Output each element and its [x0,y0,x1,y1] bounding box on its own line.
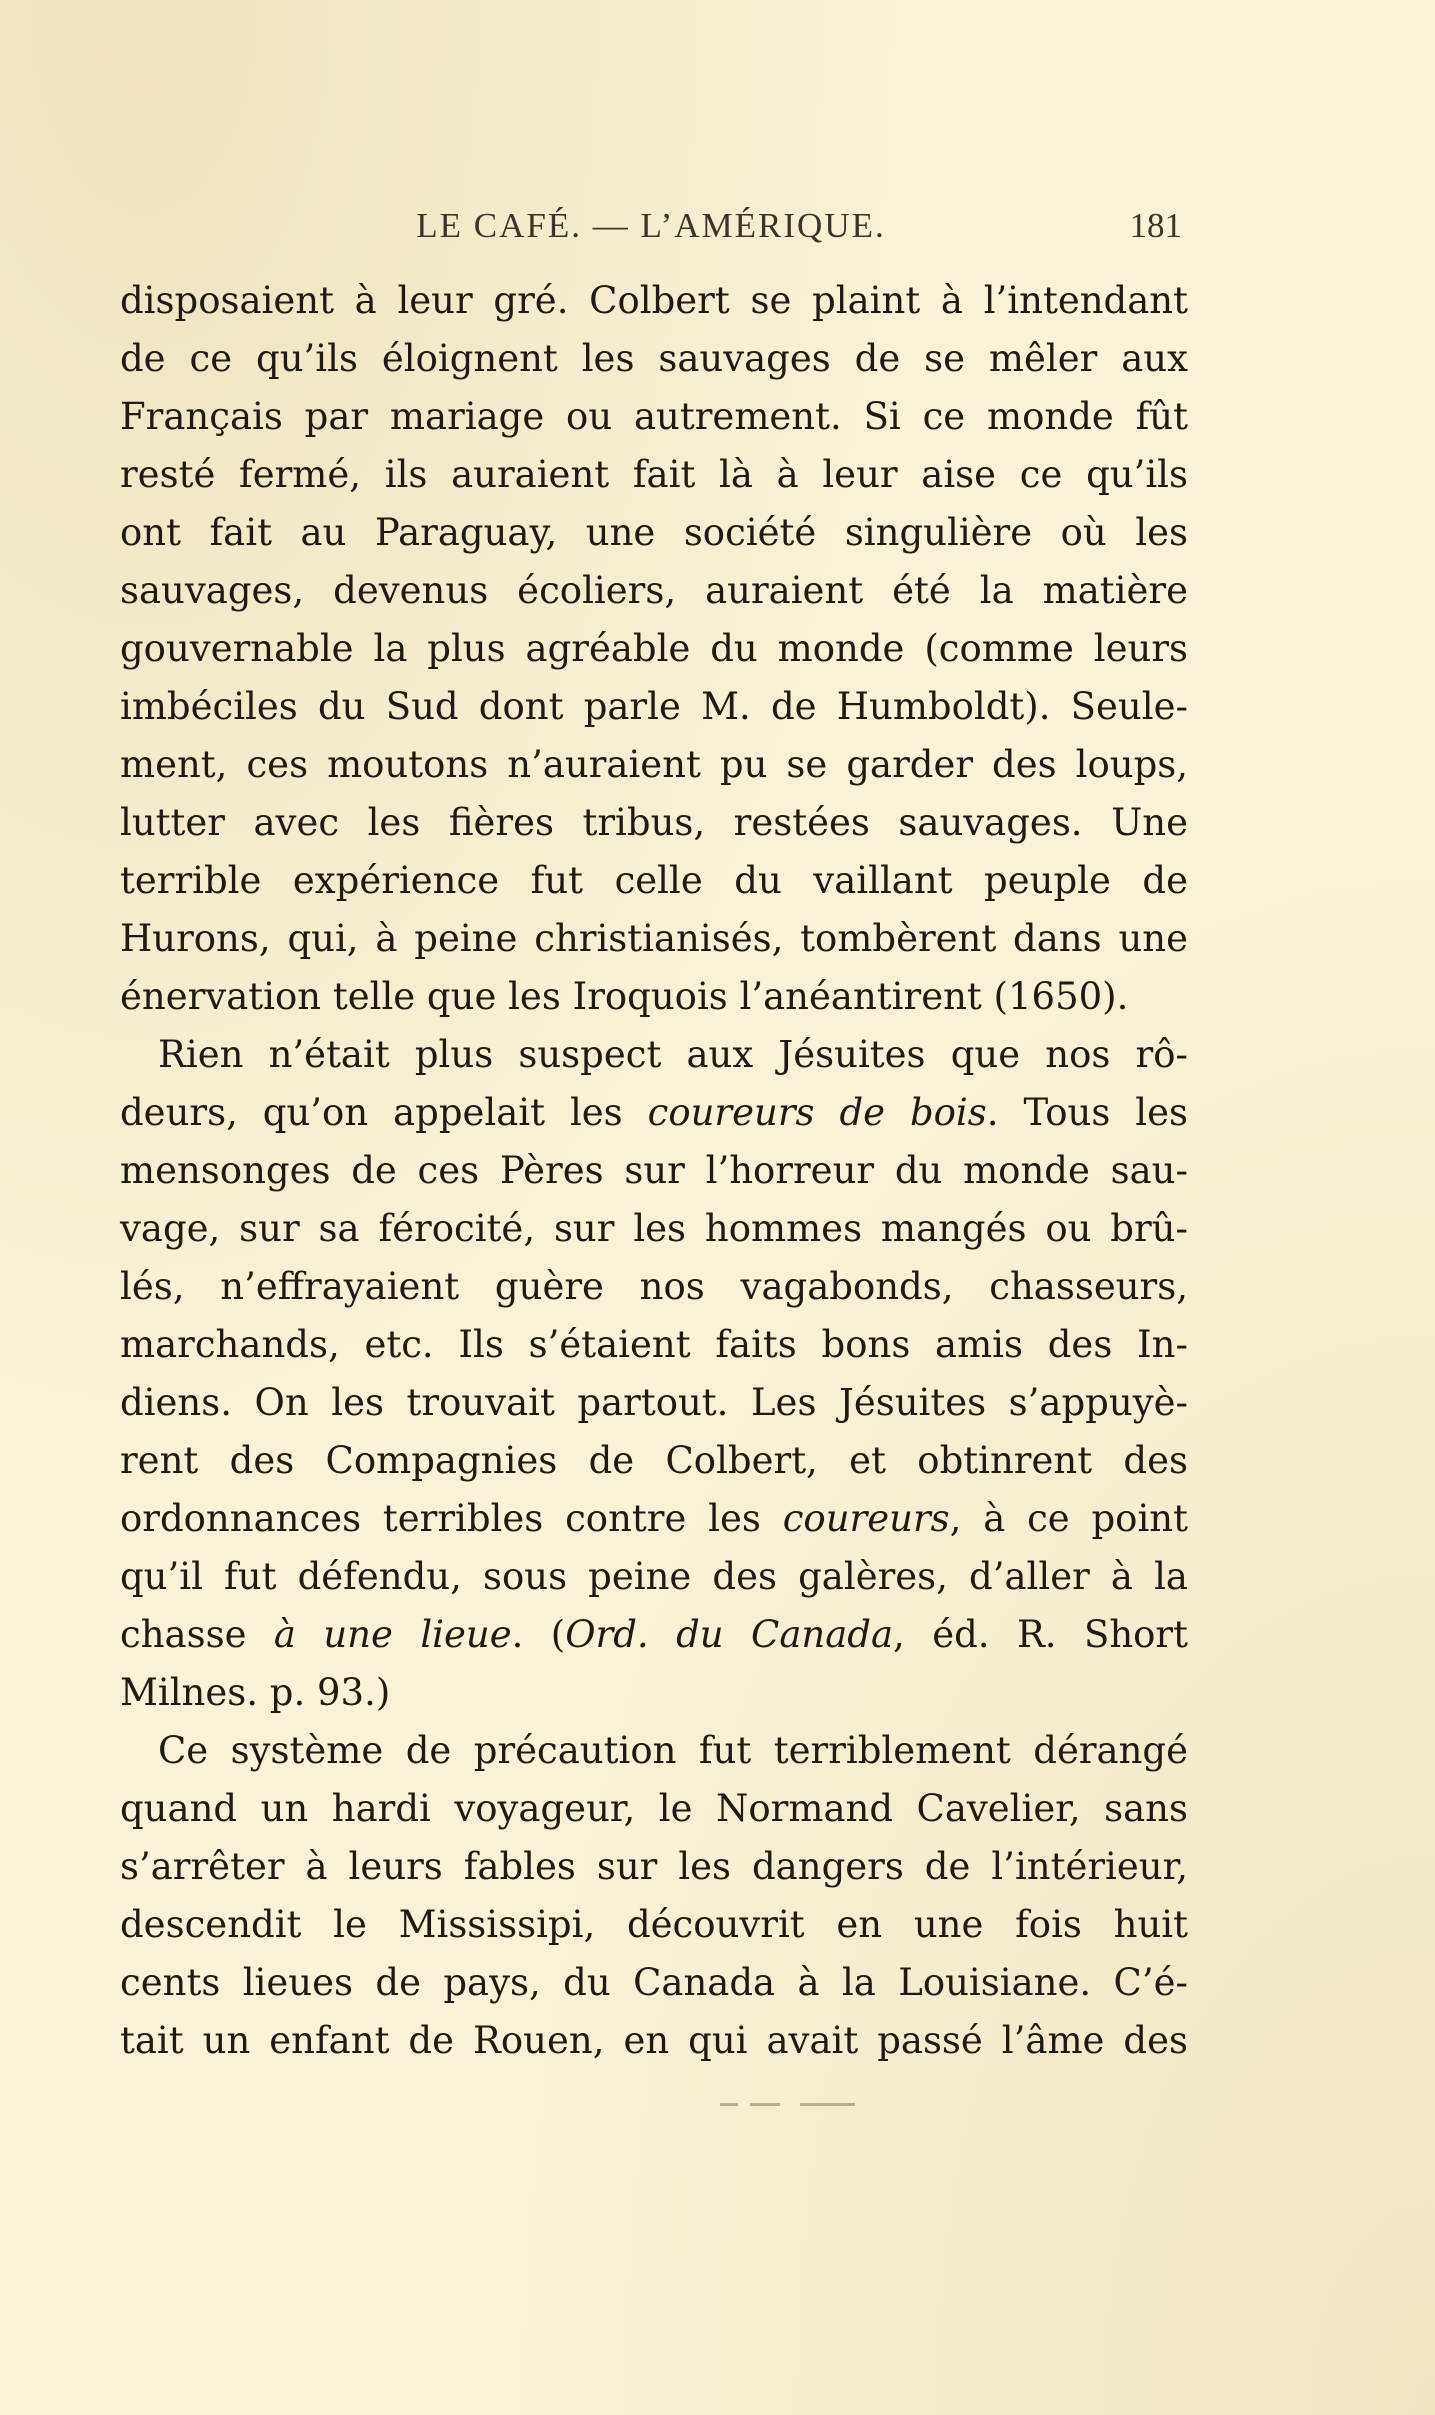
text-line [120,1722,1188,1780]
page-number: 181 [1129,206,1182,245]
text-segment: Rien n’était plus suspect aux Jésuites que nos rô- [158,1033,1188,1076]
text-segment: sauvages, devenus écoliers, auraient été la matière [120,569,1188,612]
text-segment: diens. On les trouvait partout. Les Jésuites s’appuyè- [120,1381,1188,1424]
text-line [120,1142,1188,1200]
text-segment: s’arrêter à leurs fables sur les dangers de l’intérieur, [120,1845,1188,1888]
text-segment: rent des Compagnies de Colbert, et obtinrent des [120,1439,1188,1482]
text-segment: tait un enfant de Rouen, en qui avait passé l’âme des [120,2019,1188,2062]
text-line [120,852,1188,910]
text-segment: mensonges de ces Pères sur l’horreur du monde sau- [120,1149,1188,1192]
text-segment: ont fait au Paraguay, une société singulière où les [120,511,1188,554]
text-segment: marchands, etc. Ils s’étaient faits bons amis des In- [120,1323,1188,1366]
text-segment: ment, ces moutons n’auraient pu se garder des loups, [120,743,1188,786]
running-head [120,206,1182,256]
text-line [120,1316,1188,1374]
text-segment: de ce qu’ils éloignent les sauvages de se mêler aux [120,337,1188,380]
text-line [120,272,1188,330]
body-text [120,272,1188,2070]
text-line [120,1374,1188,1432]
text-line [120,1664,1188,1722]
text-line [120,1606,1188,1664]
text-segment: gouvernable la plus agréable du monde (comme leurs [120,627,1188,670]
text-line [120,1896,1188,1954]
text-segment: resté fermé, ils auraient fait là à leur aise ce qu’ils [120,453,1188,496]
text-segment: cents lieues de pays, du Canada à la Louisiane. C’é- [120,1961,1188,2004]
text-segment: quand un hardi voyageur, le Normand Cavelier, sans [120,1787,1188,1830]
text-segment: descendit le Mississipi, découvrit en une fois huit [120,1903,1188,1946]
text-line [120,968,1188,1026]
text-segment: deurs, qu’on appelait les [120,1091,648,1134]
text-segment: . Tous les [986,1091,1188,1134]
text-line [120,1084,1188,1142]
text-line [120,562,1188,620]
text-line [120,1954,1188,2012]
italic-text: à une lieue [273,1613,512,1656]
printer-smudge [700,2100,900,2110]
text-line [120,446,1188,504]
text-line [120,1548,1188,1606]
text-line [120,388,1188,446]
text-segment: Ce système de précaution fut terriblement dérangé [158,1729,1188,1772]
text-segment: , éd. R. Short [893,1613,1188,1656]
text-line [120,504,1188,562]
text-segment: énervation telle que les Iroquois l’anéantirent (1650). [120,975,1129,1018]
text-segment: Milnes. p. 93.) [120,1671,391,1714]
text-segment: , à ce point [949,1497,1188,1540]
text-segment: lutter avec les fières tribus, restées sauvages. Une [120,801,1188,844]
text-line [120,794,1188,852]
text-segment: Français par mariage ou autrement. Si ce monde fût [120,395,1188,438]
text-segment: vage, sur sa férocité, sur les hommes mangés ou brû- [120,1207,1188,1250]
text-line [120,1026,1188,1084]
text-segment: . ( [511,1613,566,1656]
text-segment: qu’il fut défendu, sous peine des galères, d’aller à la [120,1555,1188,1598]
text-line [120,736,1188,794]
text-segment: disposaient à leur gré. Colbert se plaint à l’intendant [120,279,1188,322]
text-segment: terrible expérience fut celle du vaillant peuple de [120,859,1188,902]
italic-text: coureurs de bois [647,1091,987,1134]
text-line [120,1258,1188,1316]
text-line [120,1200,1188,1258]
text-line [120,620,1188,678]
italic-text: Ord. du Canada [565,1613,894,1656]
text-segment: lés, n’effrayaient guère nos vagabonds, chasseurs, [120,1265,1188,1308]
text-line [120,910,1188,968]
text-segment: chasse [120,1613,274,1656]
text-segment: Hurons, qui, à peine christianisés, tombèrent dans une [120,917,1188,960]
text-segment: ordonnances terribles contre les [120,1497,783,1540]
running-title: LE CAFÉ. — L’AMÉRIQUE. [416,206,886,245]
text-line [120,2012,1188,2070]
text-line [120,1780,1188,1838]
text-line [120,1838,1188,1896]
text-segment: imbéciles du Sud dont parle M. de Humboldt). Seule- [120,685,1188,728]
italic-text: coureurs [782,1497,950,1540]
text-line [120,1432,1188,1490]
text-line [120,678,1188,736]
text-line [120,330,1188,388]
text-line [120,1490,1188,1548]
